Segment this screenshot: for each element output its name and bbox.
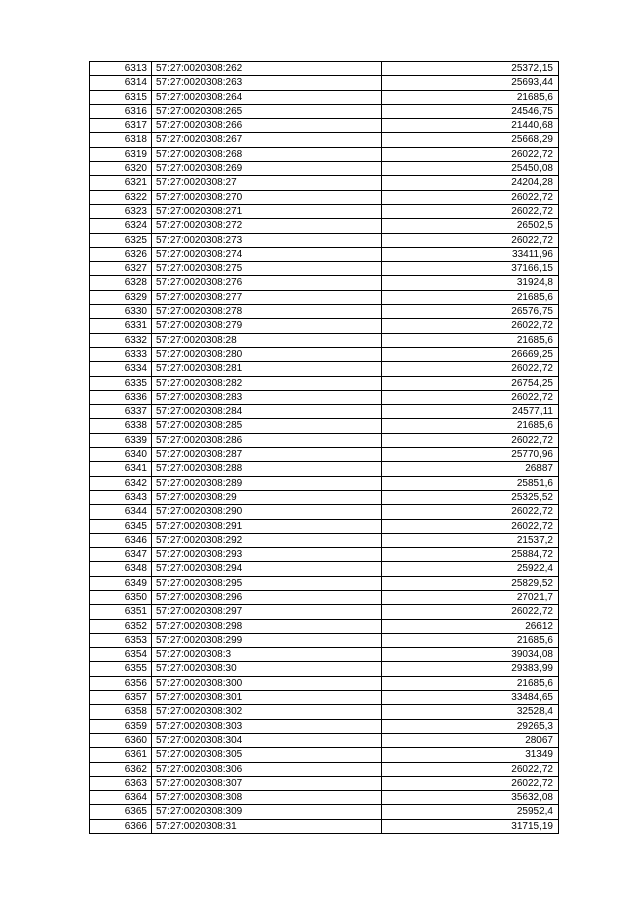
- row-number-cell: 6314: [90, 76, 152, 90]
- row-number-cell: 6358: [90, 705, 152, 719]
- row-number-cell: 6333: [90, 347, 152, 361]
- table-row: [90, 691, 559, 705]
- cadastral-number-cell: 57:27:0020308:304: [152, 733, 382, 747]
- cadastral-number-cell: 57:27:0020308:263: [152, 76, 382, 90]
- cadastral-number-cell: 57:27:0020308:264: [152, 90, 382, 104]
- table-row: [90, 219, 559, 233]
- row-number-cell: 6327: [90, 262, 152, 276]
- cadastral-number-cell: 57:27:0020308:298: [152, 619, 382, 633]
- row-number-cell: 6362: [90, 762, 152, 776]
- table-row: [90, 733, 559, 747]
- row-number-cell: 6356: [90, 676, 152, 690]
- cadastral-number-cell: 57:27:0020308:296: [152, 590, 382, 604]
- value-cell: 29383,99: [382, 662, 559, 676]
- row-number-cell: 6343: [90, 490, 152, 504]
- value-cell: 31349: [382, 748, 559, 762]
- value-cell: 29265,3: [382, 719, 559, 733]
- value-cell: 39034,08: [382, 648, 559, 662]
- cadastral-number-cell: 57:27:0020308:275: [152, 262, 382, 276]
- value-cell: 26022,72: [382, 390, 559, 404]
- value-cell: 26022,72: [382, 362, 559, 376]
- row-number-cell: 6360: [90, 733, 152, 747]
- row-number-cell: 6355: [90, 662, 152, 676]
- row-number-cell: 6330: [90, 305, 152, 319]
- cadastral-number-cell: 57:27:0020308:273: [152, 233, 382, 247]
- row-number-cell: 6335: [90, 376, 152, 390]
- row-number-cell: 6326: [90, 247, 152, 261]
- row-number-cell: 6345: [90, 519, 152, 533]
- value-cell: 26022,72: [382, 204, 559, 218]
- cadastral-number-cell: 57:27:0020308:30: [152, 662, 382, 676]
- row-number-cell: 6337: [90, 405, 152, 419]
- table-row: [90, 448, 559, 462]
- row-number-cell: 6361: [90, 748, 152, 762]
- value-cell: 21685,6: [382, 676, 559, 690]
- table-row: [90, 676, 559, 690]
- row-number-cell: 6339: [90, 433, 152, 447]
- row-number-cell: 6317: [90, 119, 152, 133]
- row-number-cell: 6363: [90, 776, 152, 790]
- row-number-cell: 6353: [90, 633, 152, 647]
- row-number-cell: 6328: [90, 276, 152, 290]
- table-row: [90, 62, 559, 76]
- cadastral-number-cell: 57:27:0020308:284: [152, 405, 382, 419]
- cadastral-number-cell: 57:27:0020308:280: [152, 347, 382, 361]
- table-row: [90, 748, 559, 762]
- value-cell: 24546,75: [382, 104, 559, 118]
- value-cell: 25693,44: [382, 76, 559, 90]
- table-row: [90, 133, 559, 147]
- row-number-cell: 6313: [90, 62, 152, 76]
- row-number-cell: 6338: [90, 419, 152, 433]
- cadastral-number-cell: 57:27:0020308:297: [152, 605, 382, 619]
- table-row: [90, 362, 559, 376]
- row-number-cell: 6351: [90, 605, 152, 619]
- value-cell: 31924,8: [382, 276, 559, 290]
- value-cell: 26022,72: [382, 519, 559, 533]
- row-number-cell: 6354: [90, 648, 152, 662]
- cadastral-number-cell: 57:27:0020308:266: [152, 119, 382, 133]
- cadastral-number-cell: 57:27:0020308:303: [152, 719, 382, 733]
- value-cell: 28067: [382, 733, 559, 747]
- cadastral-number-cell: 57:27:0020308:269: [152, 162, 382, 176]
- value-cell: 26022,72: [382, 147, 559, 161]
- cadastral-number-cell: 57:27:0020308:308: [152, 791, 382, 805]
- value-cell: 26022,72: [382, 776, 559, 790]
- table-row: [90, 762, 559, 776]
- value-cell: 26022,72: [382, 605, 559, 619]
- row-number-cell: 6366: [90, 819, 152, 833]
- value-cell: 25325,52: [382, 490, 559, 504]
- table-row: [90, 662, 559, 676]
- row-number-cell: 6365: [90, 805, 152, 819]
- table-row: [90, 619, 559, 633]
- value-cell: 25884,72: [382, 548, 559, 562]
- value-cell: 26022,72: [382, 762, 559, 776]
- cadastral-number-cell: 57:27:0020308:278: [152, 305, 382, 319]
- cadastral-number-cell: 57:27:0020308:29: [152, 490, 382, 504]
- cadastral-number-cell: 57:27:0020308:305: [152, 748, 382, 762]
- table-row: [90, 705, 559, 719]
- table-row: [90, 819, 559, 833]
- cadastral-number-cell: 57:27:0020308:276: [152, 276, 382, 290]
- table-row: [90, 505, 559, 519]
- cadastral-number-cell: 57:27:0020308:281: [152, 362, 382, 376]
- table-row: [90, 605, 559, 619]
- cadastral-number-cell: 57:27:0020308:27: [152, 176, 382, 190]
- table-row: [90, 190, 559, 204]
- row-number-cell: 6331: [90, 319, 152, 333]
- value-cell: 26022,72: [382, 233, 559, 247]
- table-row: [90, 305, 559, 319]
- table-row: [90, 648, 559, 662]
- table-row: [90, 590, 559, 604]
- value-cell: 24577,11: [382, 405, 559, 419]
- table-row: [90, 433, 559, 447]
- table-row: [90, 76, 559, 90]
- value-cell: 21685,6: [382, 290, 559, 304]
- value-cell: 33411,96: [382, 247, 559, 261]
- value-cell: 27021,7: [382, 590, 559, 604]
- table-row: [90, 519, 559, 533]
- cadastral-table: [89, 61, 559, 834]
- table-row: [90, 162, 559, 176]
- row-number-cell: 6352: [90, 619, 152, 633]
- table-row: [90, 776, 559, 790]
- table-row: [90, 548, 559, 562]
- table-row: [90, 104, 559, 118]
- row-number-cell: 6334: [90, 362, 152, 376]
- table-row: [90, 462, 559, 476]
- row-number-cell: 6320: [90, 162, 152, 176]
- table-row: [90, 805, 559, 819]
- cadastral-number-cell: 57:27:0020308:274: [152, 247, 382, 261]
- cadastral-number-cell: 57:27:0020308:268: [152, 147, 382, 161]
- value-cell: 21685,6: [382, 90, 559, 104]
- row-number-cell: 6344: [90, 505, 152, 519]
- table-row: [90, 247, 559, 261]
- cadastral-number-cell: 57:27:0020308:309: [152, 805, 382, 819]
- row-number-cell: 6321: [90, 176, 152, 190]
- cadastral-number-cell: 57:27:0020308:272: [152, 219, 382, 233]
- table-row: [90, 390, 559, 404]
- row-number-cell: 6350: [90, 590, 152, 604]
- value-cell: 21537,2: [382, 533, 559, 547]
- row-number-cell: 6325: [90, 233, 152, 247]
- table-row: [90, 276, 559, 290]
- value-cell: 26754,25: [382, 376, 559, 390]
- row-number-cell: 6346: [90, 533, 152, 547]
- value-cell: 24204,28: [382, 176, 559, 190]
- cadastral-number-cell: 57:27:0020308:299: [152, 633, 382, 647]
- value-cell: 26022,72: [382, 190, 559, 204]
- value-cell: 26576,75: [382, 305, 559, 319]
- value-cell: 26022,72: [382, 433, 559, 447]
- value-cell: 25450,08: [382, 162, 559, 176]
- value-cell: 25770,96: [382, 448, 559, 462]
- row-number-cell: 6322: [90, 190, 152, 204]
- cadastral-number-cell: 57:27:0020308:277: [152, 290, 382, 304]
- row-number-cell: 6357: [90, 691, 152, 705]
- value-cell: 32528,4: [382, 705, 559, 719]
- table-body: [90, 62, 559, 834]
- value-cell: 33484,65: [382, 691, 559, 705]
- table-row: [90, 347, 559, 361]
- cadastral-number-cell: 57:27:0020308:289: [152, 476, 382, 490]
- cadastral-number-cell: 57:27:0020308:265: [152, 104, 382, 118]
- table-row: [90, 90, 559, 104]
- cadastral-number-cell: 57:27:0020308:307: [152, 776, 382, 790]
- row-number-cell: 6319: [90, 147, 152, 161]
- row-number-cell: 6348: [90, 562, 152, 576]
- value-cell: 25372,15: [382, 62, 559, 76]
- table-row: [90, 333, 559, 347]
- value-cell: 25922,4: [382, 562, 559, 576]
- table-row: [90, 476, 559, 490]
- table-row: [90, 533, 559, 547]
- row-number-cell: 6340: [90, 448, 152, 462]
- table-row: [90, 405, 559, 419]
- cadastral-number-cell: 57:27:0020308:3: [152, 648, 382, 662]
- value-cell: 26502,5: [382, 219, 559, 233]
- cadastral-number-cell: 57:27:0020308:285: [152, 419, 382, 433]
- cadastral-number-cell: 57:27:0020308:31: [152, 819, 382, 833]
- cadastral-number-cell: 57:27:0020308:302: [152, 705, 382, 719]
- cadastral-number-cell: 57:27:0020308:301: [152, 691, 382, 705]
- row-number-cell: 6329: [90, 290, 152, 304]
- table-row: [90, 576, 559, 590]
- table-row: [90, 419, 559, 433]
- value-cell: 35632,08: [382, 791, 559, 805]
- cadastral-number-cell: 57:27:0020308:288: [152, 462, 382, 476]
- cadastral-number-cell: 57:27:0020308:300: [152, 676, 382, 690]
- row-number-cell: 6324: [90, 219, 152, 233]
- cadastral-number-cell: 57:27:0020308:267: [152, 133, 382, 147]
- table-row: [90, 319, 559, 333]
- cadastral-number-cell: 57:27:0020308:292: [152, 533, 382, 547]
- table-row: [90, 633, 559, 647]
- row-number-cell: 6323: [90, 204, 152, 218]
- value-cell: 25668,29: [382, 133, 559, 147]
- row-number-cell: 6347: [90, 548, 152, 562]
- table-row: [90, 376, 559, 390]
- table-row: [90, 290, 559, 304]
- cadastral-number-cell: 57:27:0020308:306: [152, 762, 382, 776]
- value-cell: 21685,6: [382, 633, 559, 647]
- cadastral-number-cell: 57:27:0020308:283: [152, 390, 382, 404]
- value-cell: 26612: [382, 619, 559, 633]
- value-cell: 26887: [382, 462, 559, 476]
- value-cell: 31715,19: [382, 819, 559, 833]
- value-cell: 25952,4: [382, 805, 559, 819]
- value-cell: 21685,6: [382, 419, 559, 433]
- cadastral-number-cell: 57:27:0020308:279: [152, 319, 382, 333]
- value-cell: 26669,25: [382, 347, 559, 361]
- cadastral-number-cell: 57:27:0020308:282: [152, 376, 382, 390]
- value-cell: 25851,6: [382, 476, 559, 490]
- cadastral-number-cell: 57:27:0020308:295: [152, 576, 382, 590]
- cadastral-number-cell: 57:27:0020308:270: [152, 190, 382, 204]
- cadastral-number-cell: 57:27:0020308:271: [152, 204, 382, 218]
- cadastral-number-cell: 57:27:0020308:291: [152, 519, 382, 533]
- cadastral-number-cell: 57:27:0020308:290: [152, 505, 382, 519]
- row-number-cell: 6364: [90, 791, 152, 805]
- row-number-cell: 6332: [90, 333, 152, 347]
- row-number-cell: 6336: [90, 390, 152, 404]
- row-number-cell: 6342: [90, 476, 152, 490]
- row-number-cell: 6316: [90, 104, 152, 118]
- table-row: [90, 204, 559, 218]
- cadastral-number-cell: 57:27:0020308:294: [152, 562, 382, 576]
- table-row: [90, 490, 559, 504]
- cadastral-number-cell: 57:27:0020308:286: [152, 433, 382, 447]
- value-cell: 21440,68: [382, 119, 559, 133]
- row-number-cell: 6315: [90, 90, 152, 104]
- table-row: [90, 262, 559, 276]
- table-row: [90, 233, 559, 247]
- value-cell: 21685,6: [382, 333, 559, 347]
- table-row: [90, 719, 559, 733]
- cadastral-number-cell: 57:27:0020308:262: [152, 62, 382, 76]
- cadastral-number-cell: 57:27:0020308:293: [152, 548, 382, 562]
- table-row: [90, 147, 559, 161]
- row-number-cell: 6341: [90, 462, 152, 476]
- value-cell: 26022,72: [382, 505, 559, 519]
- value-cell: 25829,52: [382, 576, 559, 590]
- cadastral-number-cell: 57:27:0020308:28: [152, 333, 382, 347]
- table-row: [90, 176, 559, 190]
- cadastral-number-cell: 57:27:0020308:287: [152, 448, 382, 462]
- row-number-cell: 6359: [90, 719, 152, 733]
- row-number-cell: 6318: [90, 133, 152, 147]
- row-number-cell: 6349: [90, 576, 152, 590]
- table-row: [90, 791, 559, 805]
- table-row: [90, 119, 559, 133]
- table-row: [90, 562, 559, 576]
- value-cell: 37166,15: [382, 262, 559, 276]
- value-cell: 26022,72: [382, 319, 559, 333]
